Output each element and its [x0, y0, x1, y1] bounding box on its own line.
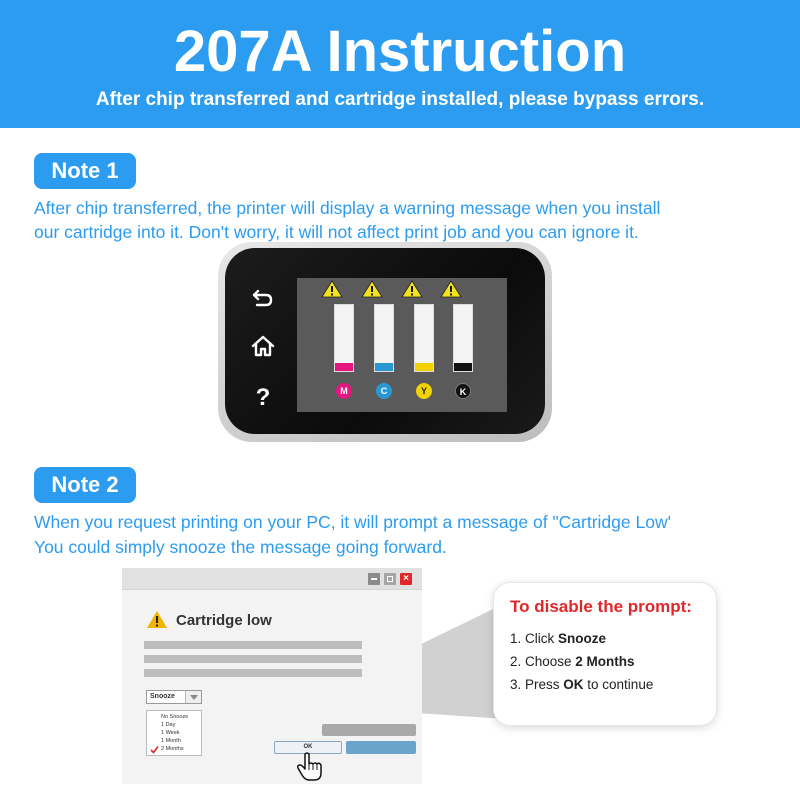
callout-step-2 [510, 654, 635, 669]
maximize-icon[interactable] [384, 573, 396, 585]
page-title: 207A Instruction [173, 19, 627, 84]
step-text: to continue [583, 677, 654, 692]
dialog-title: Cartridge low [176, 612, 272, 629]
placeholder-text-line [144, 655, 362, 663]
secondary-button[interactable] [322, 724, 416, 736]
step-text: 3. Press [510, 677, 564, 692]
cartridge-label-m: M [336, 383, 352, 399]
cartridge-label-c: C [376, 383, 392, 399]
step-keyword: 2 Months [575, 654, 635, 669]
callout-title: To disable the prompt: [510, 597, 692, 616]
note-2-line-1: When you request printing on your PC, it will prompt a message of "Cartridge Low' [34, 512, 671, 532]
placeholder-text-line [144, 641, 362, 649]
minimize-icon[interactable] [368, 573, 380, 585]
snooze-option[interactable]: 1 Month [161, 738, 181, 744]
snooze-option-selected[interactable]: 2 Months [161, 746, 184, 752]
dialog-title-bar [122, 568, 422, 590]
step-text: 1. Click [510, 631, 559, 646]
cartridge-label-k: K [455, 383, 471, 399]
cartridge-low-dialog [122, 568, 422, 784]
snooze-options-list [146, 710, 202, 756]
callout-step-1 [510, 631, 606, 646]
step-text: 2. Choose [510, 654, 576, 669]
snooze-option[interactable]: 1 Day [161, 722, 176, 728]
cartridge-label-y: Y [416, 383, 432, 399]
checkmark-icon [150, 745, 159, 754]
ok-button[interactable]: OK [274, 741, 342, 754]
hand-cursor-icon [296, 752, 324, 782]
help-icon[interactable]: ? [255, 384, 271, 411]
close-icon[interactable]: × [400, 573, 412, 585]
note-2-line-2: You could simply snooze the message going forward. [34, 537, 447, 557]
snooze-option[interactable]: No Snooze [161, 714, 189, 720]
snooze-select[interactable] [146, 690, 202, 704]
note-1-line-1: After chip transferred, the printer will display a warning message when you install [34, 198, 661, 218]
step-keyword: Snooze [558, 631, 607, 646]
blue-button[interactable] [346, 741, 416, 754]
note-1-line-2: our cartridge into it. Don't worry, it will not affect print job and you can ignore it. [34, 222, 639, 242]
snooze-select-value: Snooze [150, 693, 175, 700]
instructions-callout [494, 583, 716, 725]
chevron-down-icon[interactable] [185, 691, 201, 703]
note-2-badge: Note 2 [34, 467, 136, 503]
placeholder-text-line [144, 669, 362, 677]
page-subtitle: After chip transferred and cartridge installed, please bypass errors. [95, 89, 705, 110]
snooze-option[interactable]: 1 Week [161, 730, 180, 736]
note-1-badge: Note 1 [34, 153, 136, 189]
step-keyword: OK [563, 677, 584, 692]
warning-icon [146, 610, 168, 629]
callout-step-3 [510, 677, 653, 692]
